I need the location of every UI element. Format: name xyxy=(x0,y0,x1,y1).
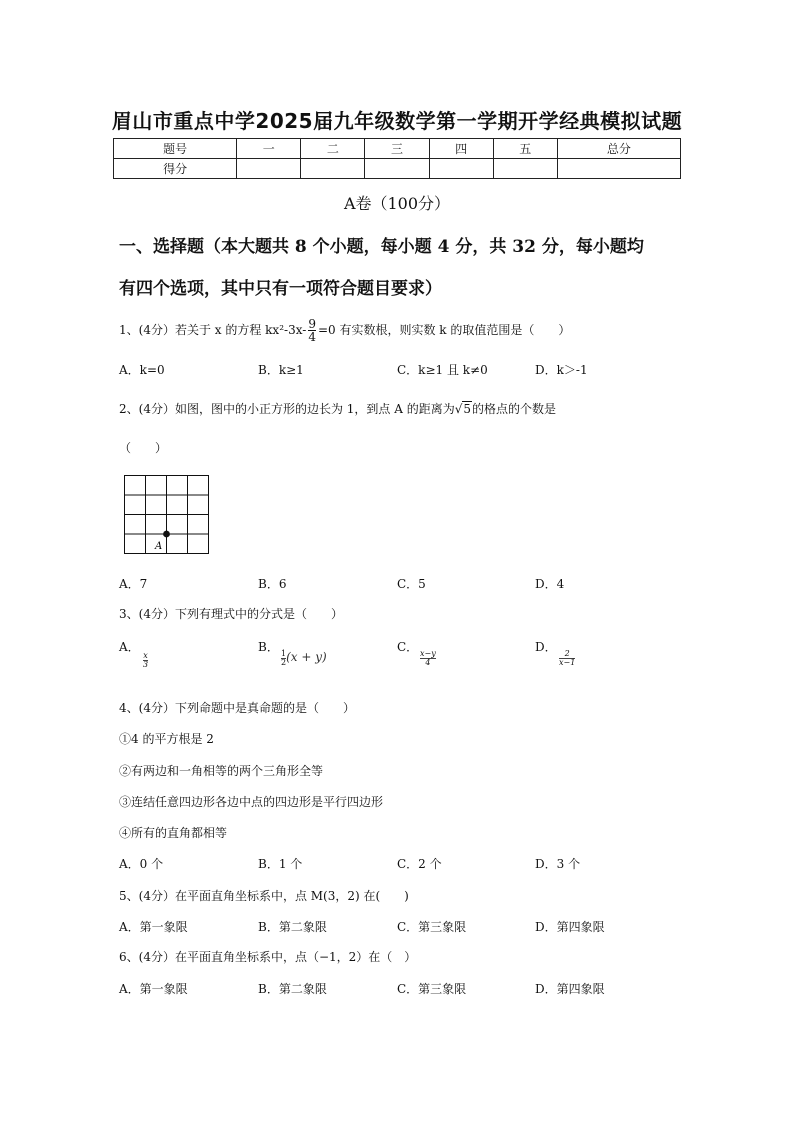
q3-c-num: x−y xyxy=(420,649,436,658)
score-table-score-row xyxy=(114,159,681,179)
score-header-cell: 总分 xyxy=(557,139,680,159)
score-header-cell: 二 xyxy=(301,139,365,159)
question-3-stem: 3、(4分）下列有理式中的分式是（ ） xyxy=(119,607,343,621)
q2-grid-figure xyxy=(124,475,210,555)
score-cell xyxy=(429,159,493,179)
question-1-stem xyxy=(119,318,570,343)
q3-option-d-label: D． xyxy=(535,640,557,654)
q5-option-a: A．第一象限 xyxy=(119,920,188,934)
q3-option-b-label: B． xyxy=(258,640,279,654)
q5-option-b: B．第二象限 xyxy=(258,920,327,934)
score-header-cell: 三 xyxy=(365,139,429,159)
question-5-stem: 5、(4分）在平面直角坐标系中，点 M(3，2) 在( ) xyxy=(119,889,409,903)
score-header-cell: 题号 xyxy=(114,139,237,159)
score-table-header-row xyxy=(114,139,681,159)
question-6-stem: 6、(4分）在平面直角坐标系中，点（−1，2）在（ ） xyxy=(119,950,417,964)
grid-lines xyxy=(125,476,209,554)
q6-option-c: C．第三象限 xyxy=(397,982,467,996)
point-a-dot xyxy=(163,531,170,538)
q6-option-d: D．第四象限 xyxy=(535,982,605,996)
question-4-stem: 4、(4分）下列命题中是真命题的是（ ） xyxy=(119,701,355,715)
score-cell xyxy=(237,159,301,179)
score-header-cell: 五 xyxy=(493,139,557,159)
score-header-cell: 四 xyxy=(429,139,493,159)
q1-option-d: D．k＞-1 xyxy=(535,363,588,377)
section-1-heading-line1: 一、选择题（本大题共 8 个小题，每小题 4 分，共 32 分，每小题均 xyxy=(119,237,644,257)
q3-b-den: 2 xyxy=(281,658,287,667)
q4-option-b: B．1 个 xyxy=(258,857,303,871)
q3-d-den: x−1 xyxy=(559,658,576,667)
q3-option-a-label: A． xyxy=(119,640,140,654)
q2-sqrt-value: 5 xyxy=(463,402,471,416)
q3-a-num: x xyxy=(143,651,148,660)
section-1-heading-line2: 有四个选项，其中只有一项符合题目要求） xyxy=(119,279,442,299)
q3-d-num: 2 xyxy=(564,649,570,658)
q3-option-b-expr xyxy=(281,650,327,669)
score-table xyxy=(113,138,681,179)
q4-statement-4: ④所有的直角都相等 xyxy=(119,826,228,840)
q6-option-a: A．第一象限 xyxy=(119,982,188,996)
q1-option-b: B．k≥1 xyxy=(258,363,304,377)
q6-option-b: B．第二象限 xyxy=(258,982,327,996)
score-header-cell: 一 xyxy=(237,139,301,159)
q4-option-c: C．2 个 xyxy=(397,857,442,871)
q3-b-num: 1 xyxy=(281,649,287,658)
q1-stem-post: =0 有实数根，则实数 k 的取值范围是（ ） xyxy=(317,323,571,337)
q2-option-c: C．5 xyxy=(397,577,426,591)
page-title: 眉山市重点中学2025届九年级数学第一学期开学经典模拟试题 xyxy=(111,109,683,133)
q3-a-den: 3 xyxy=(143,660,149,669)
q3-option-c-label: C． xyxy=(397,640,419,654)
q3-b-tail: (x + y) xyxy=(286,650,327,664)
q4-option-a: A．0 个 xyxy=(119,857,164,871)
score-cell xyxy=(365,159,429,179)
q1-frac-num: 9 xyxy=(308,317,316,331)
q1-frac-den: 4 xyxy=(308,330,316,344)
score-cell xyxy=(493,159,557,179)
q2-stem-post: 的格点的个数是 xyxy=(472,402,557,416)
q1-option-a: A．k=0 xyxy=(119,363,165,377)
q4-option-d: D．3 个 xyxy=(535,857,581,871)
q1-fraction xyxy=(308,318,316,343)
q2-answer-paren: （ ） xyxy=(119,441,168,455)
q2-option-a: A．7 xyxy=(119,577,148,591)
q3-option-a-fraction xyxy=(143,652,148,669)
q5-option-c: C．第三象限 xyxy=(397,920,467,934)
section-a-heading: A卷（100分） xyxy=(343,194,451,213)
q5-option-d: D．第四象限 xyxy=(535,920,605,934)
q1-stem-pre: 1、(4分）若关于 x 的方程 kx²-3x- xyxy=(119,323,307,337)
q4-statement-1: ①4 的平方根是 2 xyxy=(119,732,214,746)
q4-statement-3: ③连结任意四边形各边中点的四边形是平行四边形 xyxy=(119,795,384,809)
score-cell xyxy=(557,159,680,179)
score-cell xyxy=(301,159,365,179)
q2-stem-pre: 2、(4分）如图，图中的小正方形的边长为 1，到点 A 的距离为 xyxy=(119,402,455,416)
q1-option-c: C．k≥1 且 k≠0 xyxy=(397,363,488,377)
q3-c-den: 4 xyxy=(420,658,436,667)
score-row-label: 得分 xyxy=(114,159,237,179)
point-a-label: A xyxy=(155,541,163,552)
q3-option-c-fraction xyxy=(420,650,436,667)
q4-statement-2: ②有两边和一角相等的两个三角形全等 xyxy=(119,764,324,778)
question-2-stem xyxy=(119,400,556,417)
q3-option-d-fraction xyxy=(559,650,575,667)
q2-option-b: B．6 xyxy=(258,577,287,591)
q2-sqrt: √5 xyxy=(454,402,471,416)
q2-option-d: D．4 xyxy=(535,577,565,591)
